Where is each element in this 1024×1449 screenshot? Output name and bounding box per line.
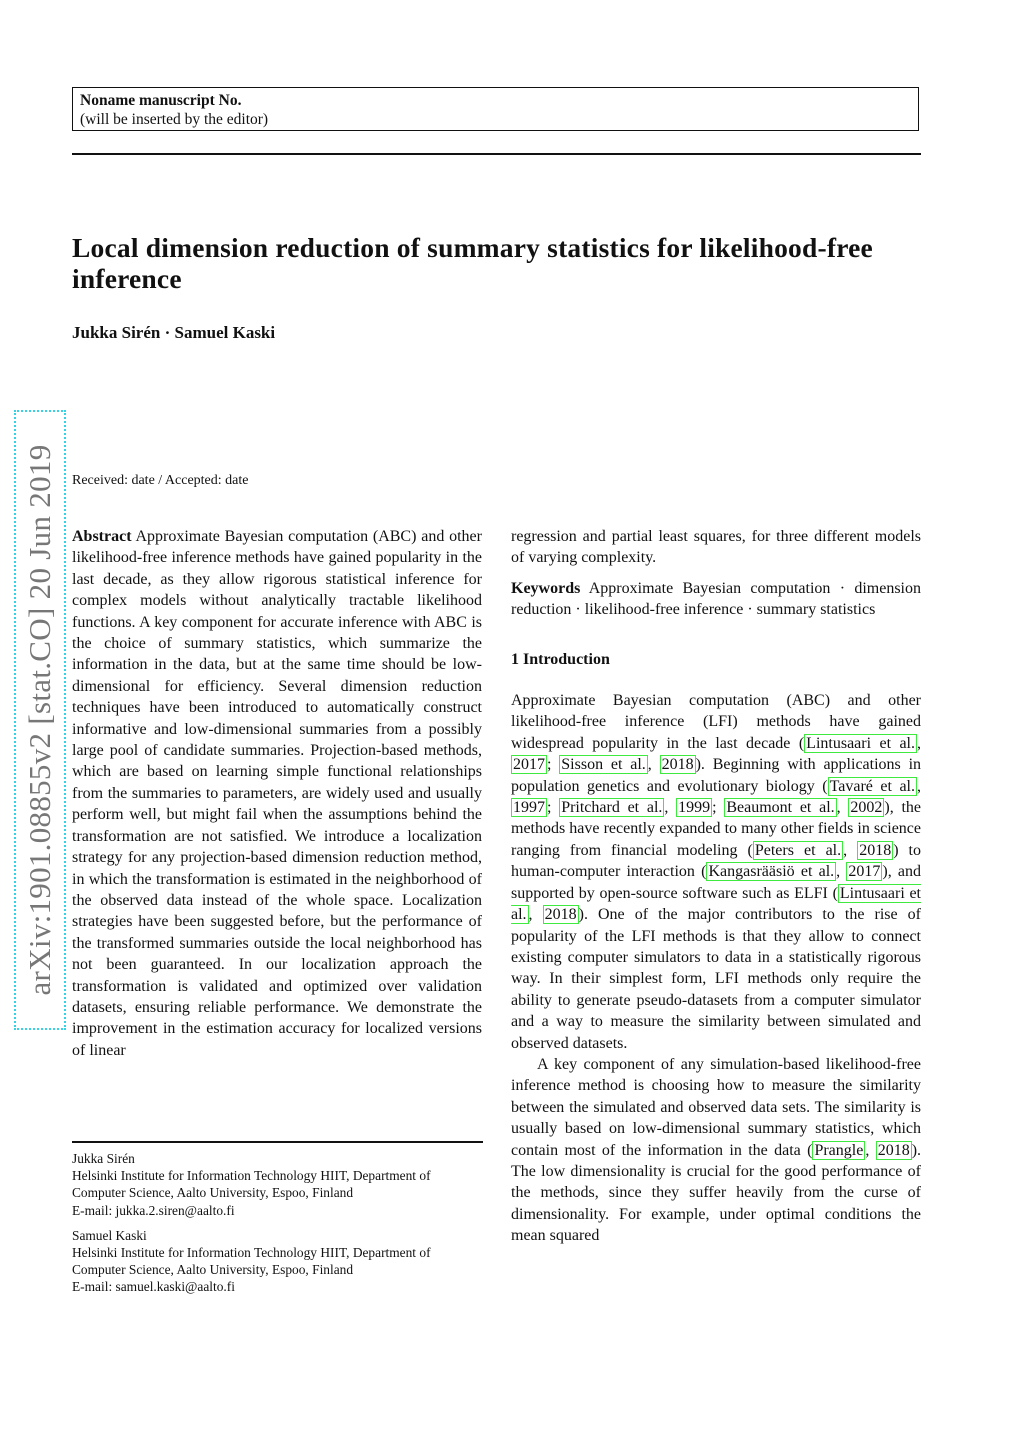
citation-link[interactable]: Peters et al. <box>754 841 842 859</box>
citation-link[interactable]: 2018 <box>544 906 577 924</box>
citation-separator: , <box>843 841 858 859</box>
footnote-author-2-email: E-mail: samuel.kaski@aalto.fi <box>72 1279 235 1295</box>
abstract-text: Approximate Bayesian computation (ABC) and other likelihood-free inference methods have gained popularity in the last decade, as they allow rigorous statistical inference for complex models without analytically tractable likelihood functions. A key component for accurate inference with ABC is the choice of summary statistics, which summarize the information in the data, but at the same time should be low-dimensional for efficiency. Several dimension reduction techniques have been introduced to automatically construct informative and low-dimensional summaries from a possibly large pool of candidate summaries. Projection-based methods, which are based on learning simple functional relationships from the summaries to parameters, are widely used and usually perform well, but might fail when the assumptions behind the transformation are not satisfied. We introduce a localization strategy for any projection-based dimension reduction method, in which the transformation is estimated in the neighborhood of the observed data instead of the whole space. Localization strategies have been suggested before, but the performance of the transformed summaries outside the local neighborhood has not been guaranteed. In our localization approach the transformation is validated and optimized over validation datasets, ensuring reliable performance. We demonstrate the improvement in the estimation accuracy for localized versions of linear <box>72 528 482 1059</box>
intro-text: A key component of any simulation-based likelihood-free inference method is choosing how to measure the similarity between the simulated and observed data sets. The similarity is usually based on low-dimensional summary statistics, which contain most of the information in the data ( <box>511 1055 921 1159</box>
paper-title: Local dimension reduction of summary statistics for likelihood-free inference <box>72 232 873 294</box>
citation-link[interactable]: 2017 <box>513 756 545 774</box>
left-column <box>72 526 482 1061</box>
editor-note: (will be inserted by the editor) <box>80 111 269 128</box>
keywords-paragraph <box>511 578 921 621</box>
intro-text: ). The low dimensionality is crucial for the good performance of the methods, since they suffer heavily from the curse of dimensionality. For example, under optimal conditions the mean squared <box>511 1141 922 1245</box>
citation-link[interactable]: Sisson et al. <box>561 756 646 774</box>
citation-link[interactable]: Pritchard et al. <box>561 799 663 817</box>
right-column <box>511 526 921 1247</box>
citation-separator: , <box>917 734 921 752</box>
header-rule <box>72 153 921 155</box>
citation-link[interactable]: Kangasrääsiö et al. <box>708 863 835 881</box>
intro-text: ) to human-computer interaction ( <box>511 841 921 881</box>
footnote-author-1-affiliation: Helsinki Institute for Information Technology HIIT, Department of Computer Science, Aalto University, Espoo, Finland <box>72 1168 431 1201</box>
abstract-label: Abstract <box>72 528 132 545</box>
citation-separator: , <box>836 863 847 881</box>
manuscript-header-box <box>72 87 919 131</box>
keywords-label: Keywords <box>511 579 581 597</box>
citation-link[interactable]: 2018 <box>877 1141 910 1159</box>
citation-link[interactable]: 1997 <box>513 799 545 817</box>
citation-link[interactable]: 2018 <box>859 841 892 859</box>
citation-separator: , <box>917 777 921 795</box>
abstract-continuation: regression and partial least squares, for three different models of varying complexity. <box>511 528 921 567</box>
author-footnotes <box>72 1150 484 1296</box>
citation-separator: ; <box>547 756 560 774</box>
citation-link[interactable]: Prangle <box>814 1141 864 1159</box>
received-date: Received: date / Accepted: date <box>72 473 249 488</box>
citation-separator: , <box>647 756 660 774</box>
keywords-text: Approximate Bayesian computation · dimension reduction · likelihood-free inference · summary statistics <box>511 579 921 619</box>
citation-link[interactable]: 1999 <box>678 799 711 817</box>
citation-link[interactable]: 2018 <box>661 756 694 774</box>
citation-link[interactable]: Tavaré et al. <box>829 777 915 795</box>
citation-link[interactable]: 2017 <box>848 863 881 881</box>
citation-separator: ; <box>547 799 560 817</box>
intro-text: ), and supported by open-source software such as ELFI ( <box>511 863 922 902</box>
section-heading-introduction: 1 Introduction <box>511 650 610 668</box>
citation-separator: , <box>528 906 543 924</box>
footnote-author-1-email: E-mail: jukka.2.siren@aalto.fi <box>72 1202 235 1218</box>
footnote-author-1-name: Jukka Sirén <box>72 1151 135 1166</box>
intro-text: ), the methods have recently expanded to many other fields in science ranging from financial modeling ( <box>511 799 921 859</box>
arxiv-stamp[interactable] <box>14 410 66 1030</box>
footnote-author-2-affiliation: Helsinki Institute for Information Technology HIIT, Department of Computer Science, Aalto University, Espoo, Finland <box>72 1245 431 1278</box>
intro-text: ). Beginning with applications in population genetics and evolutionary biology ( <box>511 756 922 795</box>
abstract-paragraph <box>72 526 482 1061</box>
intro-text: Approximate Bayesian computation (ABC) and other likelihood-free inference (LFI) methods have gained widespread popularity in the last decade ( <box>511 692 921 752</box>
citation-link[interactable]: Lintusaari et al. <box>511 884 921 924</box>
intro-paragraph-2 <box>511 1054 921 1247</box>
intro-paragraph-1 <box>511 690 921 1054</box>
footnote-author-2-name: Samuel Kaski <box>72 1227 147 1243</box>
citation-separator: , <box>664 799 677 817</box>
intro-text: ). One of the major contributors to the rise of popularity of the LFI methods is that they allow to connect existing computer simulators to data in a statistically rigorous way. In their simplest form, LFI methods only require the ability to generate pseudo-datasets from a computer simulator and a way to measure the similarity between simulated and observed datasets. <box>511 906 922 1052</box>
citation-link[interactable]: 2002 <box>850 799 883 817</box>
manuscript-number: Noname manuscript No. <box>80 92 242 109</box>
author-list: Jukka Sirén · Samuel Kaski <box>72 323 276 342</box>
footnote-rule <box>72 1141 483 1143</box>
citation-link[interactable]: Beaumont et al. <box>726 799 835 817</box>
citation-separator: , <box>836 799 849 817</box>
arxiv-id: arXiv:1901.08855v2 [stat.CO] 20 Jun 2019 <box>22 444 57 996</box>
citation-separator: , <box>865 1141 876 1159</box>
citation-separator: ; <box>712 799 725 817</box>
citation-link[interactable]: Lintusaari et al. <box>806 734 915 752</box>
